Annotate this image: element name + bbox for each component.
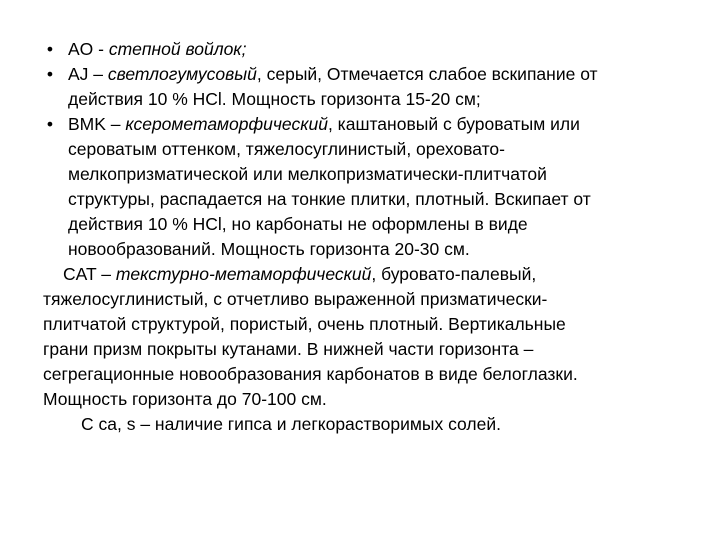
text-line — [43, 387, 693, 412]
text-line — [68, 162, 693, 187]
text-segment: грани призм покрыты кутанами. В нижней части горизонта – — [43, 339, 534, 359]
text-segment: AJ – — [68, 64, 108, 84]
text-segment: CAT – — [63, 264, 116, 284]
text-segment: сегрегационные новообразования карбонатов в виде белоглазки. — [43, 364, 578, 384]
bullet-item — [43, 37, 693, 62]
horizon-term: светлогумусовый — [107, 64, 257, 84]
text-line — [43, 362, 693, 387]
text-line — [68, 237, 693, 262]
text-segment: Мощность горизонта до 70-100 см. — [43, 389, 327, 409]
text-segment: новообразований. Мощность горизонта 20-30 см. — [68, 239, 470, 259]
text-line — [68, 187, 693, 212]
text-line — [68, 87, 693, 112]
bullet-mark: • — [46, 64, 54, 84]
bullet-mark: • — [46, 39, 54, 59]
text-segment: BMK – — [68, 114, 126, 134]
text-line — [68, 37, 693, 62]
bullet-mark: • — [46, 114, 54, 134]
text-line — [43, 312, 693, 337]
text-line — [43, 262, 693, 287]
text-segment: структуры, распадается на тонкие плитки, плотный. Вскипает от — [68, 189, 591, 209]
text-segment: действия 10 % HCl, но карбонаты не оформлены в виде — [68, 214, 528, 234]
text-segment: , буровато-палевый, — [371, 264, 537, 284]
text-line — [68, 62, 693, 87]
horizon-term: ксерометаморфический — [125, 114, 328, 134]
text-segment: сероватым оттенком, тяжелосуглинистый, ореховато- — [68, 139, 505, 159]
text-segment: , серый, Отмечается слабое вскипание от — [256, 64, 598, 84]
slide-content — [43, 37, 693, 437]
bullet-item — [43, 62, 693, 112]
c-horizon-line: C ca, s – наличие гипса и легкорастворимых солей. — [81, 414, 501, 434]
text-segment: , каштановый с буроватым или — [327, 114, 580, 134]
text-segment: плитчатой структурой, пористый, очень плотный. Вертикальные — [43, 314, 566, 334]
text-line — [68, 137, 693, 162]
text-line — [68, 112, 693, 137]
text-line — [68, 212, 693, 237]
bullet-item — [43, 112, 693, 262]
text-segment: AO - — [68, 39, 109, 59]
text-segment: мелкопризматической или мелкопризматически-плитчатой — [68, 164, 547, 184]
horizon-term: текстурно-метаморфический — [115, 264, 372, 284]
horizon-bullet-list — [43, 37, 693, 262]
text-line — [43, 337, 693, 362]
text-segment: действия 10 % HCl. Мощность горизонта 15-20 см; — [68, 89, 481, 109]
text-line — [43, 287, 693, 312]
cat-horizon-paragraph — [43, 262, 693, 412]
text-segment: тяжелосуглинистый, с отчетливо выраженной призматически- — [43, 289, 548, 309]
horizon-term: степной войлок; — [108, 39, 247, 59]
